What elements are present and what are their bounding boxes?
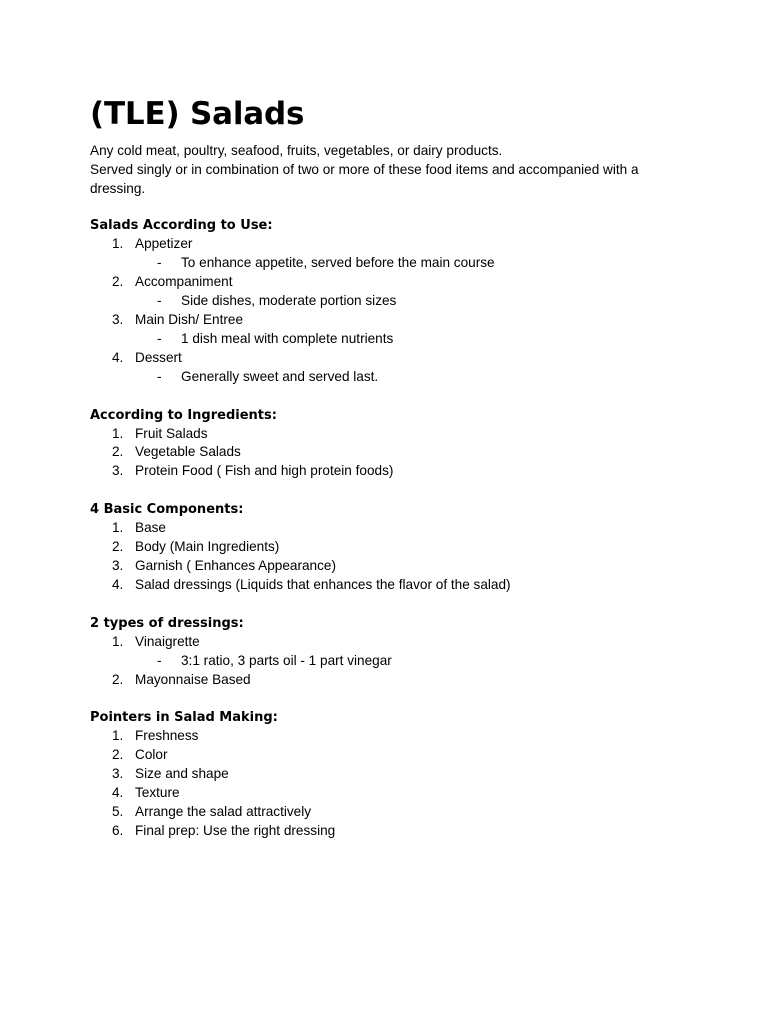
document-title: (TLE) Salads: [90, 96, 305, 132]
numbered-list: [90, 727, 690, 840]
list-item-number: 4.: [112, 785, 124, 801]
list-item: [90, 803, 690, 822]
list-item: [90, 633, 690, 671]
section-heading: According to Ingredients:: [90, 407, 277, 423]
section: [90, 614, 690, 690]
list-item: [90, 538, 690, 557]
sub-item: [90, 368, 690, 387]
numbered-list: [90, 425, 690, 482]
list-item-row: [90, 671, 690, 690]
list-item: [90, 443, 690, 462]
sections-container: [90, 216, 690, 840]
sub-item: [90, 254, 690, 273]
list-item-number: 2.: [112, 444, 124, 460]
sub-item: [90, 652, 690, 671]
list-item-row: [90, 746, 690, 765]
list-item-number: 4.: [112, 576, 124, 592]
list-item-text: Main Dish/ Entree: [135, 311, 244, 327]
section-heading: Salads According to Use:: [90, 218, 273, 234]
list-item-row: [90, 784, 690, 803]
list-item-row: [90, 349, 690, 368]
list-item-number: 1.: [112, 728, 124, 744]
list-item-number: 3.: [112, 766, 124, 782]
list-item-text: Body (Main Ingredients): [135, 539, 280, 555]
sub-item-dash: -: [157, 330, 162, 346]
list-item-row: [90, 443, 690, 462]
list-item: [90, 311, 690, 349]
sub-item-dash: -: [157, 368, 162, 384]
section-heading: 2 types of dressings:: [90, 615, 244, 631]
list-item-text: Size and shape: [135, 766, 229, 782]
list-item-row: [90, 519, 690, 538]
sub-item-dash: -: [157, 255, 162, 271]
list-item-number: 2.: [112, 747, 124, 763]
list-item-text: Salad dressings (Liquids that enhances the flavor of the salad): [135, 576, 511, 592]
list-item-row: [90, 803, 690, 822]
list-item: [90, 746, 690, 765]
section: [90, 216, 690, 386]
numbered-list: [90, 235, 690, 386]
list-item-row: [90, 727, 690, 746]
sub-item-text: 3:1 ratio, 3 parts oil - 1 part vinegar: [181, 652, 392, 668]
list-item-row: [90, 425, 690, 444]
list-item: [90, 576, 690, 595]
list-item-text: Fruit Salads: [135, 425, 208, 441]
list-item: [90, 519, 690, 538]
list-item: [90, 235, 690, 273]
list-item-number: 3.: [112, 463, 124, 479]
list-item-row: [90, 462, 690, 481]
sub-item: [90, 330, 690, 349]
list-item-text: Accompaniment: [135, 274, 233, 290]
list-item-text: Final prep: Use the right dressing: [135, 822, 336, 838]
list-item: [90, 784, 690, 803]
list-item-number: 1.: [112, 425, 124, 441]
list-item: [90, 425, 690, 444]
section: [90, 500, 690, 595]
list-item: [90, 557, 690, 576]
list-item-text: Texture: [135, 785, 180, 801]
list-item-row: [90, 273, 690, 292]
numbered-list: [90, 633, 690, 690]
list-item-number: 3.: [112, 557, 124, 573]
list-item-number: 2.: [112, 274, 124, 290]
list-item-row: [90, 633, 690, 652]
list-item-text: Vinaigrette: [135, 633, 200, 649]
sub-item-text: Side dishes, moderate portion sizes: [181, 293, 397, 309]
section-heading: 4 Basic Components:: [90, 502, 244, 518]
list-item-text: Vegetable Salads: [135, 444, 241, 460]
list-item-text: Garnish ( Enhances Appearance): [135, 557, 337, 573]
list-item-text: Protein Food ( Fish and high protein foods): [135, 463, 394, 479]
list-item: [90, 349, 690, 387]
intro-line: Any cold meat, poultry, seafood, fruits, vegetables, or dairy products.: [90, 143, 503, 158]
list-item-text: Appetizer: [135, 236, 193, 252]
list-item-row: [90, 576, 690, 595]
list-item-number: 3.: [112, 311, 124, 327]
section: [90, 708, 690, 840]
list-item: [90, 671, 690, 690]
list-item-text: Freshness: [135, 728, 199, 744]
numbered-list: [90, 519, 690, 595]
list-item-row: [90, 822, 690, 841]
list-item-row: [90, 538, 690, 557]
list-item-number: 1.: [112, 633, 124, 649]
sub-item-dash: -: [157, 652, 162, 668]
list-item-number: 2.: [112, 671, 124, 687]
list-item-row: [90, 765, 690, 784]
list-item: [90, 273, 690, 311]
list-item-row: [90, 235, 690, 254]
intro-paragraph: [90, 142, 690, 198]
sub-item-text: To enhance appetite, served before the main course: [181, 255, 495, 271]
list-item-number: 1.: [112, 520, 124, 536]
list-item-text: Color: [135, 747, 168, 763]
list-item-text: Arrange the salad attractively: [135, 803, 312, 819]
section: [90, 406, 690, 482]
list-item: [90, 822, 690, 841]
list-item-number: 2.: [112, 539, 124, 555]
list-item: [90, 765, 690, 784]
list-item-number: 4.: [112, 349, 124, 365]
sub-item-text: Generally sweet and served last.: [181, 368, 379, 384]
intro-line: Served singly or in combination of two or more of these food items and accompanied with a: [90, 161, 639, 177]
section-heading: Pointers in Salad Making:: [90, 710, 278, 726]
list-item-number: 1.: [112, 236, 124, 252]
list-item: [90, 727, 690, 746]
sub-item-dash: -: [157, 293, 162, 309]
intro-line: dressing.: [90, 180, 146, 196]
list-item-number: 6.: [112, 822, 124, 838]
sub-item-text: 1 dish meal with complete nutrients: [181, 330, 394, 346]
list-item: [90, 462, 690, 481]
list-item-row: [90, 311, 690, 330]
list-item-row: [90, 557, 690, 576]
list-item-number: 5.: [112, 803, 124, 819]
list-item-text: Dessert: [135, 349, 182, 365]
list-item-text: Mayonnaise Based: [135, 671, 251, 687]
sub-item: [90, 292, 690, 311]
document-page: [90, 94, 690, 860]
list-item-text: Base: [135, 520, 166, 536]
